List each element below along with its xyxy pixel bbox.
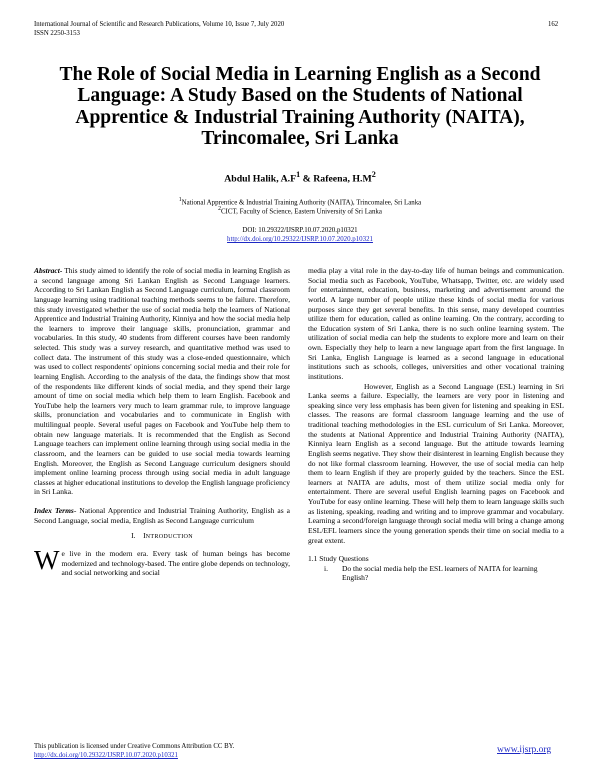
doi-link[interactable]: http://dx.doi.org/10.29322/IJSRP.10.07.2020.p10321 [227,236,373,244]
subsection-heading: 1.1 Study Questions [308,554,369,564]
doi-block [0,226,600,244]
intro-paragraph [34,544,290,578]
right-paragraph-1: media play a vital role in the day-to-day life of human beings and communication. Social media such as Facebook, YouTube, Whatsapp, Twitter, etc. are widely used for entertainment, education, business, marketing and advertisement around the world. A large number of people utilize these kinds of social media for various purposes since they get several benefits. In this sense, many developed countries utilize them for education, called as online learning. On the contrary, according to the Education system of Sri Lanka, there is no such online learning system. The utilization of social media can help the students to explore more and learn on their own. Especially they help to learn a new language apart from the first language. In Sri Lanka, English Language is learned as a second language in educational institutions such as schools, colleges, universities and other vocational training institutions. [308,266,564,381]
author-2: Rafeena, H.M [313,173,372,185]
license-text: This publication is licensed under Creative Commons Attribution CC BY. [34,743,235,750]
doi-label: DOI: 10.29322/IJSRP.10.07.2020.p10321 [242,227,358,234]
index-terms-text: - National Apprentice and Industrial Training Authority, English as a Second Language, social media, English as Second Language curriculum [34,506,291,525]
running-header [34,21,284,38]
section-numeral: I. [131,531,136,541]
abstract-label: Abstract- [34,266,63,275]
question-text: Do the social media help the ESL learners of NAITA for learning English? [342,563,538,583]
affiliation-2-sup: 2 [218,206,221,212]
journal-website-link[interactable]: www.ijsrp.org [497,745,552,755]
section-heading-introduction [34,531,290,543]
intro-text: e live in the modern era. Every task of human beings has become modernized and technology-based. The entire globe depends on technology, and social networking and social [61,548,290,578]
right-paragraph-2: However, English as a Second Language (ESL) learning in Sri Lanka seems a failure. Especially, the learners are very poor in listening and speaking since very less emphasis has been given for listening and speaking in ESL classes. The reasons are formal classroom language learning and the use of traditional teaching methodologies in the ESL curriculum of Sri Lanka. Moreover, the students at National Apprentice and Industrial Training Authority (NAITA), Kinniya learn English as a second language. But the attitude towards learning English seems negative. They show their disinterest in learning English because they do not like formal classroom learning. However, the use of social media can help them to learn English if they are properly guided by the teachers. Since the ESL learners at NAITA are adults, most of them utilize social media only for entertainment. There are several useful English learning pages on Facebook and YouTube for easy online learning. These will help them to learn language skills such as listening, speaking, reading and writing and to improve grammar and vocabulary. Learning a second/foreign language through social media will bring a change among ESL/EFL learners since the young generation spends their time on social media to a great extent. [308,381,564,545]
section-heading-first: I [143,531,146,541]
spacer [34,497,290,506]
section-heading-rest: NTRODUCTION [145,534,193,541]
page-number: 162 [548,21,559,28]
author-1: Abdul Halik, A.F [224,173,297,185]
question-item [308,564,564,583]
author-line [0,170,600,184]
author-1-sup: 1 [296,170,301,179]
abstract-text: This study aimed to identify the role of social media in learning English as a second language among Sri Lankan English as Second Language learners. According to Sri Lankan English as Second Language curriculum, formal classroom language learning using traditional teaching methods seems to be failure. Therefore, this study investigated whether the use of social media help the learners of National Apprentice and Industrial Training Authority, Kinniya and how the social media help the learners to improve their language skills, pronunciation, grammar and vocabularies. In this study, 40 students from different courses have been randomly selected. This study was a survey research, and quantitative method was used to collect data. The instrument of this study was a close-ended questionnaire, which was used to collect respondents' opinions concerning social media and their role for learning English. According to the analysis of the data, the findings show that most of the respondents like different kinds of social media, and they spend their large amount of time on social media which help them to learn English. Facebook and YouTube help the learners very much to learn grammar rule, to improve language skills, pronunciation and vocabularies and to communicate in English with multilingual people. Several useful pages on Facebook and YouTube help them to obtain new language materials. It is recommended that the English as Second Language teachers can implement online learning through using social media in the classroom, and the learners can be guided to use social media towards learning English. Moreover, the English as Second Language curriculum designers should implement online learning process through using social media in adult language classes at higher educational institutions to develop the English language proficiency in Sri Lanka. [34,266,290,497]
right-column [308,266,564,583]
index-terms-label: Index Terms [34,506,74,515]
affiliation-2 [0,205,600,216]
index-terms [34,506,290,525]
affiliation-1-text: National Apprentice & Industrial Training Authority (NAITA), Trincomalee, Sri Lanka [181,199,422,207]
issn: ISSN 2250-3153 [34,29,80,37]
author-2-sup: 2 [371,170,376,179]
left-column [34,266,290,578]
abstract [34,266,290,497]
affiliation-1-sup: 1 [178,197,182,203]
author-separator: & [300,173,314,185]
affiliation-2-text: CICT, Faculty of Science, Eastern University of Sri Lanka [220,208,382,216]
journal-name: International Journal of Scientific and Research Publications, Volume 10, Issue 7, July 2020 [34,21,285,28]
footer-doi-link[interactable]: http://dx.doi.org/10.29322/IJSRP.10.07.2020.p10321 [34,752,178,759]
license-footer [34,742,234,760]
paper-title: The Role of Social Media in Learning English as a Second Language: A Study Based on the Students of National Apprentice & Industrial Training Authority (NAITA), Trincomalee, Sri Lanka [59,64,541,149]
question-number: i. [324,563,328,573]
drop-cap: W [34,544,60,575]
spacer [308,545,564,554]
